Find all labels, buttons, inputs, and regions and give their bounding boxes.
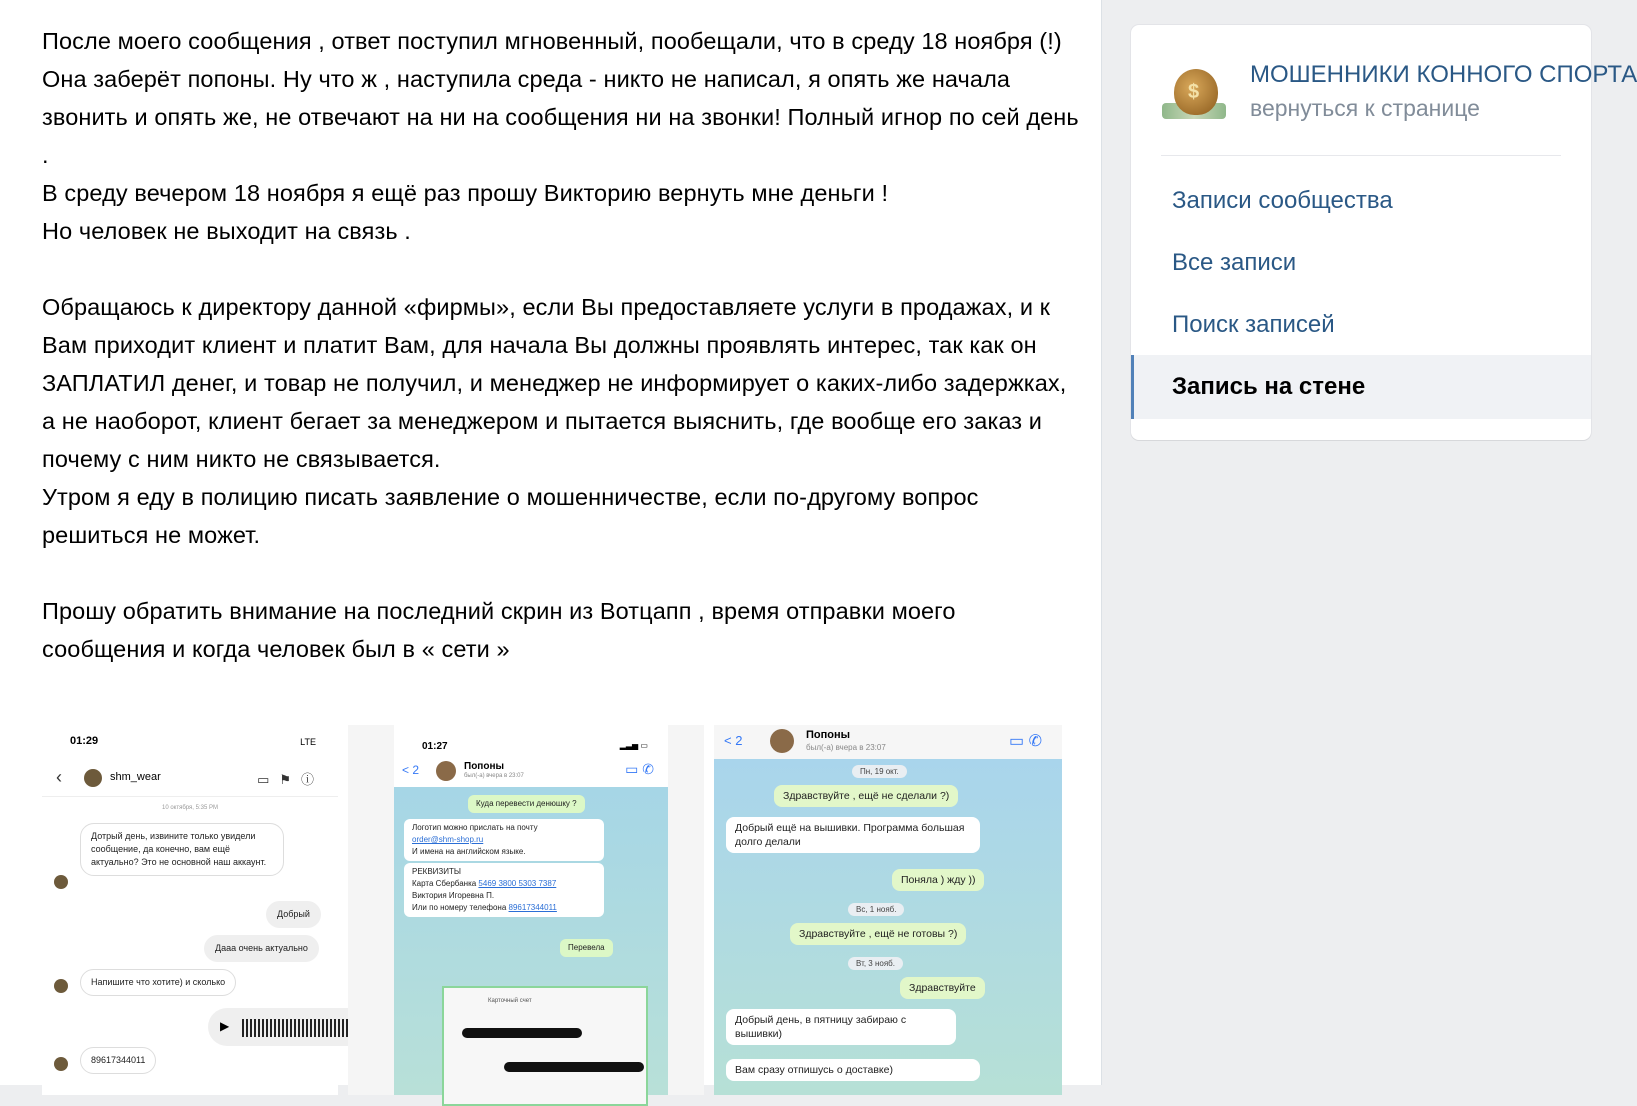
phone-link: 89617344011 [508, 903, 557, 912]
date-separator: Вс, 1 нояб. [848, 903, 904, 916]
chat-message: Перевела [560, 939, 613, 957]
redaction-mark [504, 1062, 644, 1072]
chat-message: Добрый ещё на вышивки. Программа большая долго делали [726, 817, 980, 853]
play-icon: ▶ [220, 1019, 230, 1033]
sidebar [1131, 25, 1637, 440]
menu-item-wall-post[interactable]: Запись на стене [1131, 355, 1591, 419]
last-seen: был(-а) вчера в 23:07 [806, 743, 886, 752]
header-icons: ▭⚑ⓘ [257, 772, 324, 787]
post-paragraph: После моего сообщения , ответ поступил мгновенный, пообещали, что в среду 18 ноября (!) Она заберёт попоны. Ну что ж , наступила среда - никто не написал, я опять же начала звонить и опять же, не отвечают на ни на сообщения ни на звонки! Полный игнор по сей день . [42, 28, 1086, 168]
attached-photo-viber[interactable] [714, 725, 1062, 1095]
chat-name: Попоны [806, 729, 851, 741]
avatar [54, 875, 68, 889]
last-seen: был(-а) вчера в 23:07 [464, 773, 524, 779]
back-button: < 2 [402, 763, 420, 777]
post-paragraph: Но человек не выходит на связь . [42, 218, 411, 244]
menu-item-community-posts[interactable]: Записи сообщества [1172, 187, 1393, 214]
menu-item-all-posts[interactable]: Все записи [1172, 249, 1297, 276]
post-text [42, 22, 1086, 668]
chat-message: Куда перевести денюшку ? [468, 795, 585, 813]
chat-date: 10 октября, 5:35 PM [161, 805, 218, 811]
chat-message-line [412, 902, 596, 914]
avatar [436, 761, 456, 781]
divider [1161, 155, 1561, 156]
chat-area [394, 787, 668, 1095]
chat-message-text: Или по номеру телефона [412, 903, 507, 912]
call-icons: ▭ ✆ [1009, 733, 1042, 750]
chat-username: shm_wear [110, 771, 161, 783]
avatar [54, 1057, 68, 1071]
email-link: order@shm-shop.ru [412, 835, 484, 844]
post-paragraph: Утром я еду в полицию писать заявление о мошенничестве, если по-другому вопрос решиться не может. [42, 484, 986, 548]
chat-message: Вам сразу отпишусь о доставке) [726, 1059, 980, 1081]
chat-message-text: Карта Сбербанка [412, 879, 477, 888]
menu-item-search-posts[interactable]: Поиск записей [1172, 311, 1335, 338]
post-paragraph: В среду вечером 18 ноября я ещё раз прошу Викторию вернуть мне деньги ! [42, 180, 889, 206]
avatar [770, 729, 794, 753]
chat-message: Добрый [266, 901, 321, 928]
chat-name: Попоны [464, 761, 505, 772]
signal-indicator: ▂▃▅ ▭ [619, 741, 648, 750]
chat-message [404, 863, 604, 917]
attached-photo-whatsapp[interactable] [348, 725, 704, 1095]
money-bag-icon: $ [1174, 69, 1218, 115]
group-avatar[interactable] [1162, 59, 1226, 123]
chat-message [404, 819, 604, 861]
call-icons: ▭ ✆ [625, 761, 654, 777]
chat-message-line: Виктория Игоревна П. [412, 891, 495, 900]
chat-message: Здравствуйте [900, 977, 985, 999]
chat-header [394, 755, 668, 787]
chat-header [42, 761, 338, 797]
bank-receipt-image [442, 986, 648, 1106]
chat-message-line [412, 878, 596, 890]
signal-indicator: LTE [300, 737, 316, 747]
status-time: 01:29 [70, 735, 99, 747]
voice-message [208, 1008, 368, 1046]
chat-area [714, 759, 1062, 1095]
status-time: 01:27 [422, 741, 448, 752]
chat-message: Дааа очень актуально [204, 935, 319, 962]
chat-message: 89617344011 [80, 1047, 156, 1074]
chat-header [714, 725, 1062, 759]
attached-photo-instagram-dm[interactable] [42, 725, 338, 1095]
chat-message: Напишите что хотите) и сколько [80, 969, 236, 996]
card-title: Карточный счет [488, 998, 532, 1004]
chat-message: Дотрый день, извините только увидели сообщение, да конечно, вам ещё актуально? Это не основной наш аккаунт. [80, 823, 284, 876]
back-button: < 2 [724, 733, 743, 748]
chat-message: Здравствуйте , ещё не готовы ?) [790, 923, 966, 945]
back-arrow-icon: ‹ [56, 767, 62, 787]
post-paragraph: Прошу обратить внимание на последний скрин из Вотцапп , время отправки моего сообщения и когда человек был в « сети » [42, 598, 963, 662]
date-separator: Пн, 19 окт. [852, 765, 907, 778]
date-separator: Вт, 3 нояб. [848, 957, 903, 970]
post-paragraph: Обращаюсь к директору данной «фирмы», если Вы предоставляете услуги в продажах, и к Вам приходит клиент и платит Вам, для начала Вы должны проявлять интерес, так как он ЗАПЛАТИЛ денег, и товар не получил, и менеджер не информирует о каких-либо задержках, а не наоборот, клиент бегает за менеджером и пытается выяснить, где вообще его заказ и почему с ним никто не связывается. [42, 294, 1073, 472]
chat-message: Добрый день, в пятницу забираю с вышивки) [726, 1009, 956, 1045]
redaction-mark [462, 1028, 582, 1038]
chat-message-line: И имена на английском языке. [412, 847, 526, 856]
chat-message-line: Логотип можно прислать на почту [412, 823, 538, 832]
avatar [84, 769, 102, 787]
waveform-icon [242, 1019, 354, 1037]
avatar [54, 979, 68, 993]
group-name-link[interactable]: МОШЕННИКИ КОННОГО СПОРТА [1250, 61, 1637, 88]
card-number-link: 5469 3800 5303 7387 [478, 879, 557, 888]
chat-message-line: РЕКВИЗИТЫ [412, 867, 461, 876]
back-to-page-link[interactable]: вернуться к странице [1250, 95, 1480, 121]
phone-screen [394, 725, 668, 1095]
chat-message: Здравствуйте , ещё не сделали ?) [774, 785, 958, 807]
chat-message: Поняла ) жду )) [892, 869, 984, 891]
